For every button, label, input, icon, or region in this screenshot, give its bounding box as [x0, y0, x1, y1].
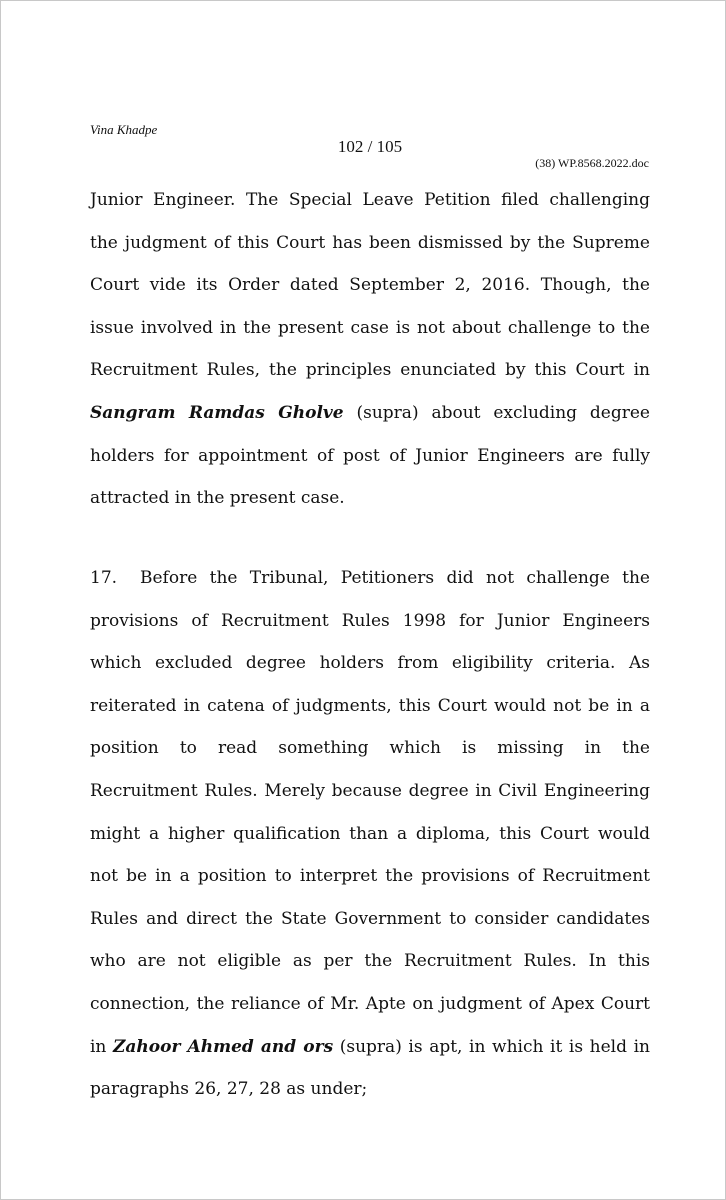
citation-prefix: in [90, 1036, 113, 1057]
text-line: position to read something which is missing in the [90, 738, 650, 759]
text-line: reiterated in catena of judgments, this Court would not be in a [90, 695, 650, 716]
text-line: Junior Engineer. The Special Leave Petition filed challenging [90, 190, 650, 210]
paragraph-number: 17. [90, 568, 118, 588]
text-line: Recruitment Rules. Merely because degree in Civil Engineering [90, 780, 650, 801]
text-line: who are not eligible as per the Recruitment Rules. In this [90, 951, 650, 972]
first-line-text: Before the Tribunal, Petitioners did not challenge the [140, 568, 650, 588]
text-line-case-citation [90, 1032, 650, 1075]
case-name: Zahoor Ahmed and ors [113, 1036, 334, 1057]
page-number: 102 / 105 [337, 137, 403, 156]
text-line-case-citation [90, 398, 650, 441]
paragraph-17 [90, 563, 650, 1117]
text-line: Court vide its Order dated September 2, 2016. Though, the [90, 275, 650, 296]
citation-text: (supra) is apt, in which it is held in [333, 1036, 650, 1057]
text-line: Rules and direct the State Government to consider candidates [90, 908, 650, 929]
paragraph-16-continuation [90, 185, 650, 526]
text-line: not be in a position to interpret the provisions of Recruitment [90, 866, 650, 887]
document-reference: (38) WP.8568.2022.doc [535, 156, 649, 170]
text-line-first [90, 563, 650, 606]
citation-text: (supra) about excluding degree [343, 402, 650, 423]
case-name: Sangram Ramdas Gholve [90, 402, 344, 423]
text-line: issue involved in the present case is not about challenge to the [90, 317, 650, 338]
text-line: attracted in the present case. [90, 488, 345, 509]
text-line: might a higher qualification than a diploma, this Court would [90, 823, 650, 844]
text-line: paragraphs 26, 27, 28 as under; [90, 1079, 368, 1100]
text-line: which excluded degree holders from eligibility criteria. As [90, 653, 650, 674]
text-line: connection, the reliance of Mr. Apte on judgment of Apex Court [90, 993, 650, 1014]
text-line: the judgment of this Court has been dismissed by the Supreme [90, 232, 650, 253]
text-line: Recruitment Rules, the principles enunciated by this Court in [90, 360, 650, 381]
author-name: Vina Khadpe [90, 122, 158, 137]
text-line: provisions of Recruitment Rules 1998 for Junior Engineers [90, 610, 650, 631]
text-line: holders for appointment of post of Junior Engineers are fully [90, 445, 650, 466]
